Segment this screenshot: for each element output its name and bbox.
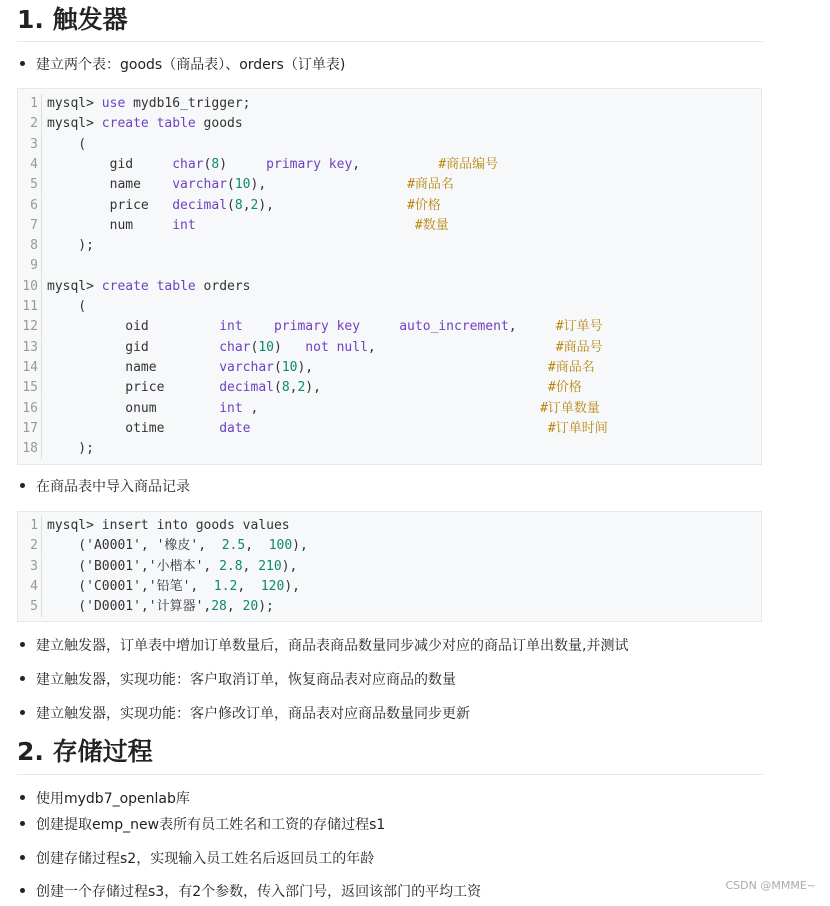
gutter-separator bbox=[41, 358, 42, 378]
code-block-insert-goods bbox=[17, 511, 762, 622]
code-line bbox=[18, 557, 761, 577]
code-text: goods bbox=[195, 116, 243, 132]
task-procedure-s2: 创建存储过程s2，实现输入员工姓名后返回员工的年龄 bbox=[20, 849, 374, 869]
code-keyword: char bbox=[172, 156, 204, 172]
code-text bbox=[251, 421, 548, 436]
code-line bbox=[18, 399, 761, 419]
code-text: mysql> insert into goods values bbox=[47, 518, 290, 533]
code-keyword: not null bbox=[305, 339, 368, 355]
code-line bbox=[18, 516, 761, 536]
code-number: 28 bbox=[211, 599, 227, 615]
gutter-separator bbox=[41, 338, 42, 358]
code-number: 20 bbox=[242, 599, 259, 615]
code-text: ( bbox=[203, 156, 212, 172]
gutter-separator bbox=[41, 114, 42, 134]
gutter-separator bbox=[41, 577, 42, 597]
code-text: , bbox=[242, 197, 251, 213]
code-line bbox=[18, 297, 761, 317]
code-text: , bbox=[352, 156, 439, 172]
code-text: orders bbox=[195, 278, 251, 294]
gutter-separator bbox=[41, 94, 42, 114]
code-text: ); bbox=[47, 238, 94, 254]
code-text: ('C0001','铅笔', bbox=[47, 578, 214, 594]
code-comment: #订单数量 bbox=[540, 400, 600, 416]
code-text: ), bbox=[292, 538, 308, 554]
gutter-separator bbox=[41, 297, 42, 317]
code-keyword: int bbox=[219, 400, 243, 416]
line-number: 9 bbox=[30, 258, 38, 274]
gutter-separator bbox=[41, 399, 42, 419]
code-keyword: create table bbox=[101, 278, 196, 294]
code-number: 8 bbox=[211, 156, 220, 172]
line-number: 17 bbox=[22, 420, 38, 436]
code-number: 100 bbox=[268, 538, 293, 554]
code-block-create-tables bbox=[17, 88, 762, 465]
gutter-separator bbox=[41, 256, 42, 276]
gutter-separator bbox=[41, 196, 42, 216]
code-comment: #商品名 bbox=[407, 177, 454, 193]
code-number: 210 bbox=[258, 558, 282, 574]
code-text: mysql> bbox=[47, 116, 102, 132]
gutter-separator bbox=[41, 236, 42, 256]
code-keyword: auto_increment bbox=[399, 319, 509, 335]
code-text: ( bbox=[227, 177, 235, 193]
line-number: 14 bbox=[22, 359, 38, 375]
code-text: ( bbox=[47, 136, 87, 152]
code-line bbox=[18, 536, 761, 556]
code-text: ), bbox=[284, 578, 300, 594]
code-line bbox=[18, 358, 761, 378]
section-divider bbox=[17, 41, 763, 42]
code-comment: #数量 bbox=[414, 217, 449, 233]
line-number: 6 bbox=[30, 197, 38, 213]
code-text: ( bbox=[47, 299, 87, 314]
line-number: 5 bbox=[30, 177, 38, 193]
code-text: , bbox=[237, 578, 261, 594]
line-number: 5 bbox=[30, 599, 38, 615]
line-number: 8 bbox=[30, 238, 38, 254]
line-number: 1 bbox=[30, 96, 38, 111]
code-text: ); bbox=[258, 599, 274, 615]
task-create-tables: 建立两个表：goods（商品表）、orders（订单表) bbox=[20, 55, 345, 75]
line-number: 2 bbox=[30, 116, 38, 132]
code-keyword: create table bbox=[101, 116, 196, 132]
code-text bbox=[360, 319, 399, 334]
code-text: , bbox=[508, 319, 556, 335]
code-text: oid bbox=[47, 319, 220, 335]
code-keyword: use bbox=[101, 96, 126, 111]
line-number: 12 bbox=[22, 319, 38, 335]
gutter-separator bbox=[41, 378, 42, 398]
code-comment: #订单号 bbox=[555, 319, 603, 335]
code-text: gid bbox=[47, 339, 220, 355]
code-number: 10 bbox=[281, 359, 298, 375]
code-number: 8 bbox=[281, 380, 290, 396]
code-text: name bbox=[47, 177, 173, 193]
gutter-separator bbox=[41, 135, 42, 155]
code-line bbox=[18, 236, 761, 256]
code-line bbox=[18, 378, 761, 398]
code-text: , bbox=[242, 400, 541, 416]
line-number: 18 bbox=[22, 441, 38, 457]
code-text: mydb16_trigger; bbox=[125, 96, 251, 111]
code-text: ) bbox=[273, 339, 306, 355]
code-text: price bbox=[47, 197, 173, 213]
code-text: ( bbox=[227, 197, 235, 213]
code-number: 2.5 bbox=[221, 538, 246, 554]
line-number: 10 bbox=[22, 278, 38, 294]
code-line bbox=[18, 135, 761, 155]
code-text: ), bbox=[297, 359, 548, 375]
code-text: , bbox=[242, 558, 259, 574]
code-comment: #价格 bbox=[547, 380, 582, 396]
section-divider bbox=[17, 774, 763, 775]
code-text: ( bbox=[273, 380, 282, 396]
code-number: 2 bbox=[250, 197, 259, 213]
code-text: onum bbox=[47, 400, 220, 416]
code-text: , bbox=[367, 339, 556, 355]
line-number: 3 bbox=[30, 558, 38, 574]
code-keyword: decimal bbox=[219, 380, 274, 396]
line-number: 13 bbox=[22, 339, 38, 355]
code-text: num bbox=[47, 217, 173, 233]
task-import-goods: 在商品表中导入商品记录 bbox=[20, 477, 190, 497]
code-text: gid bbox=[47, 156, 173, 172]
line-number: 4 bbox=[30, 578, 38, 594]
watermark: CSDN @MMME~ bbox=[725, 879, 816, 892]
code-number: 10 bbox=[258, 339, 274, 355]
code-line bbox=[18, 338, 761, 358]
code-text: otime bbox=[47, 420, 220, 436]
code-text: mysql> bbox=[47, 278, 102, 294]
code-number: 10 bbox=[234, 177, 251, 193]
task-trigger-order-cancel: 建立触发器，实现功能：客户取消订单，恢复商品表对应商品的数量 bbox=[20, 670, 456, 690]
code-keyword: varchar bbox=[219, 359, 274, 375]
code-line bbox=[18, 196, 761, 216]
code-text: ), bbox=[258, 197, 408, 213]
code-number: 1.2 bbox=[213, 578, 238, 594]
code-text: ), bbox=[305, 380, 548, 396]
gutter-separator bbox=[41, 536, 42, 556]
code-text: mysql> bbox=[47, 96, 102, 111]
task-procedure-s3: 创建一个存储过程s3，有2个参数，传入部门号，返回该部门的平均工资 bbox=[20, 882, 481, 902]
code-text: ) bbox=[219, 156, 267, 172]
line-number: 11 bbox=[22, 299, 38, 314]
line-number: 4 bbox=[30, 156, 38, 172]
line-number: 16 bbox=[22, 400, 38, 416]
code-keyword: decimal bbox=[172, 197, 228, 213]
gutter-separator bbox=[41, 557, 42, 577]
code-line bbox=[18, 216, 761, 236]
code-comment: #商品编号 bbox=[438, 156, 499, 172]
section-title-procedures: 2. 存储过程 bbox=[17, 737, 153, 766]
code-keyword: primary key bbox=[273, 319, 361, 335]
gutter-separator bbox=[41, 317, 42, 337]
task-trigger-order-update: 建立触发器，实现功能：客户修改订单，商品表对应商品数量同步更新 bbox=[20, 704, 470, 724]
code-text: ), bbox=[250, 177, 408, 193]
code-number: 120 bbox=[260, 578, 285, 594]
code-text: ( bbox=[250, 339, 259, 355]
code-text: ); bbox=[47, 441, 94, 457]
gutter-separator bbox=[41, 419, 42, 439]
task-trigger-order-insert: 建立触发器，订单表中增加订单数量后，商品表商品数量同步减少对应的商品订单出数量,并测试 bbox=[20, 636, 628, 656]
code-text: ), bbox=[281, 558, 298, 574]
line-number: 2 bbox=[30, 538, 38, 554]
code-line bbox=[18, 419, 761, 439]
code-line bbox=[18, 94, 761, 114]
task-procedure-s1: 创建提取emp_new表所有员工姓名和工资的存储过程s1 bbox=[20, 815, 385, 835]
gutter-separator bbox=[41, 439, 42, 459]
code-line bbox=[18, 155, 761, 175]
code-keyword: int bbox=[172, 217, 196, 233]
code-text: , bbox=[226, 599, 243, 615]
code-text bbox=[196, 218, 415, 233]
code-text: ('D0001','计算器', bbox=[47, 599, 212, 615]
code-line bbox=[18, 114, 761, 134]
code-number: 2.8 bbox=[219, 558, 243, 574]
gutter-separator bbox=[41, 597, 42, 617]
line-number: 7 bbox=[30, 217, 38, 233]
line-number: 15 bbox=[22, 380, 38, 396]
gutter-separator bbox=[41, 155, 42, 175]
code-comment: #订单时间 bbox=[547, 420, 608, 436]
code-number: 2 bbox=[297, 380, 306, 396]
code-text: , bbox=[245, 538, 269, 554]
code-text bbox=[243, 319, 274, 334]
code-line bbox=[18, 256, 761, 276]
code-line bbox=[18, 577, 761, 597]
code-text: price bbox=[47, 380, 220, 396]
code-keyword: primary key bbox=[266, 156, 353, 172]
code-keyword: date bbox=[219, 420, 251, 436]
code-keyword: char bbox=[219, 339, 251, 355]
code-text: ( bbox=[273, 359, 282, 375]
code-number: 8 bbox=[234, 197, 243, 213]
code-comment: #商品号 bbox=[555, 339, 603, 355]
code-comment: #价格 bbox=[407, 197, 441, 213]
gutter-separator bbox=[41, 216, 42, 236]
code-line bbox=[18, 277, 761, 297]
code-keyword: int bbox=[219, 319, 243, 335]
code-text: name bbox=[47, 359, 220, 375]
code-line bbox=[18, 439, 761, 459]
line-number: 3 bbox=[30, 136, 38, 152]
code-line bbox=[18, 175, 761, 195]
task-use-database: 使用mydb7_openlab库 bbox=[20, 789, 190, 809]
code-line bbox=[18, 597, 761, 617]
code-text: ('A0001', '橡皮', bbox=[47, 538, 222, 554]
code-text: ('B0001','小楷本', bbox=[47, 558, 220, 574]
code-line bbox=[18, 317, 761, 337]
code-text: , bbox=[289, 380, 298, 396]
gutter-separator bbox=[41, 277, 42, 297]
section-title-triggers: 1. 触发器 bbox=[17, 5, 128, 34]
code-keyword: varchar bbox=[172, 177, 228, 193]
gutter-separator bbox=[41, 516, 42, 536]
gutter-separator bbox=[41, 175, 42, 195]
line-number: 1 bbox=[30, 518, 38, 533]
code-comment: #商品名 bbox=[547, 359, 595, 375]
